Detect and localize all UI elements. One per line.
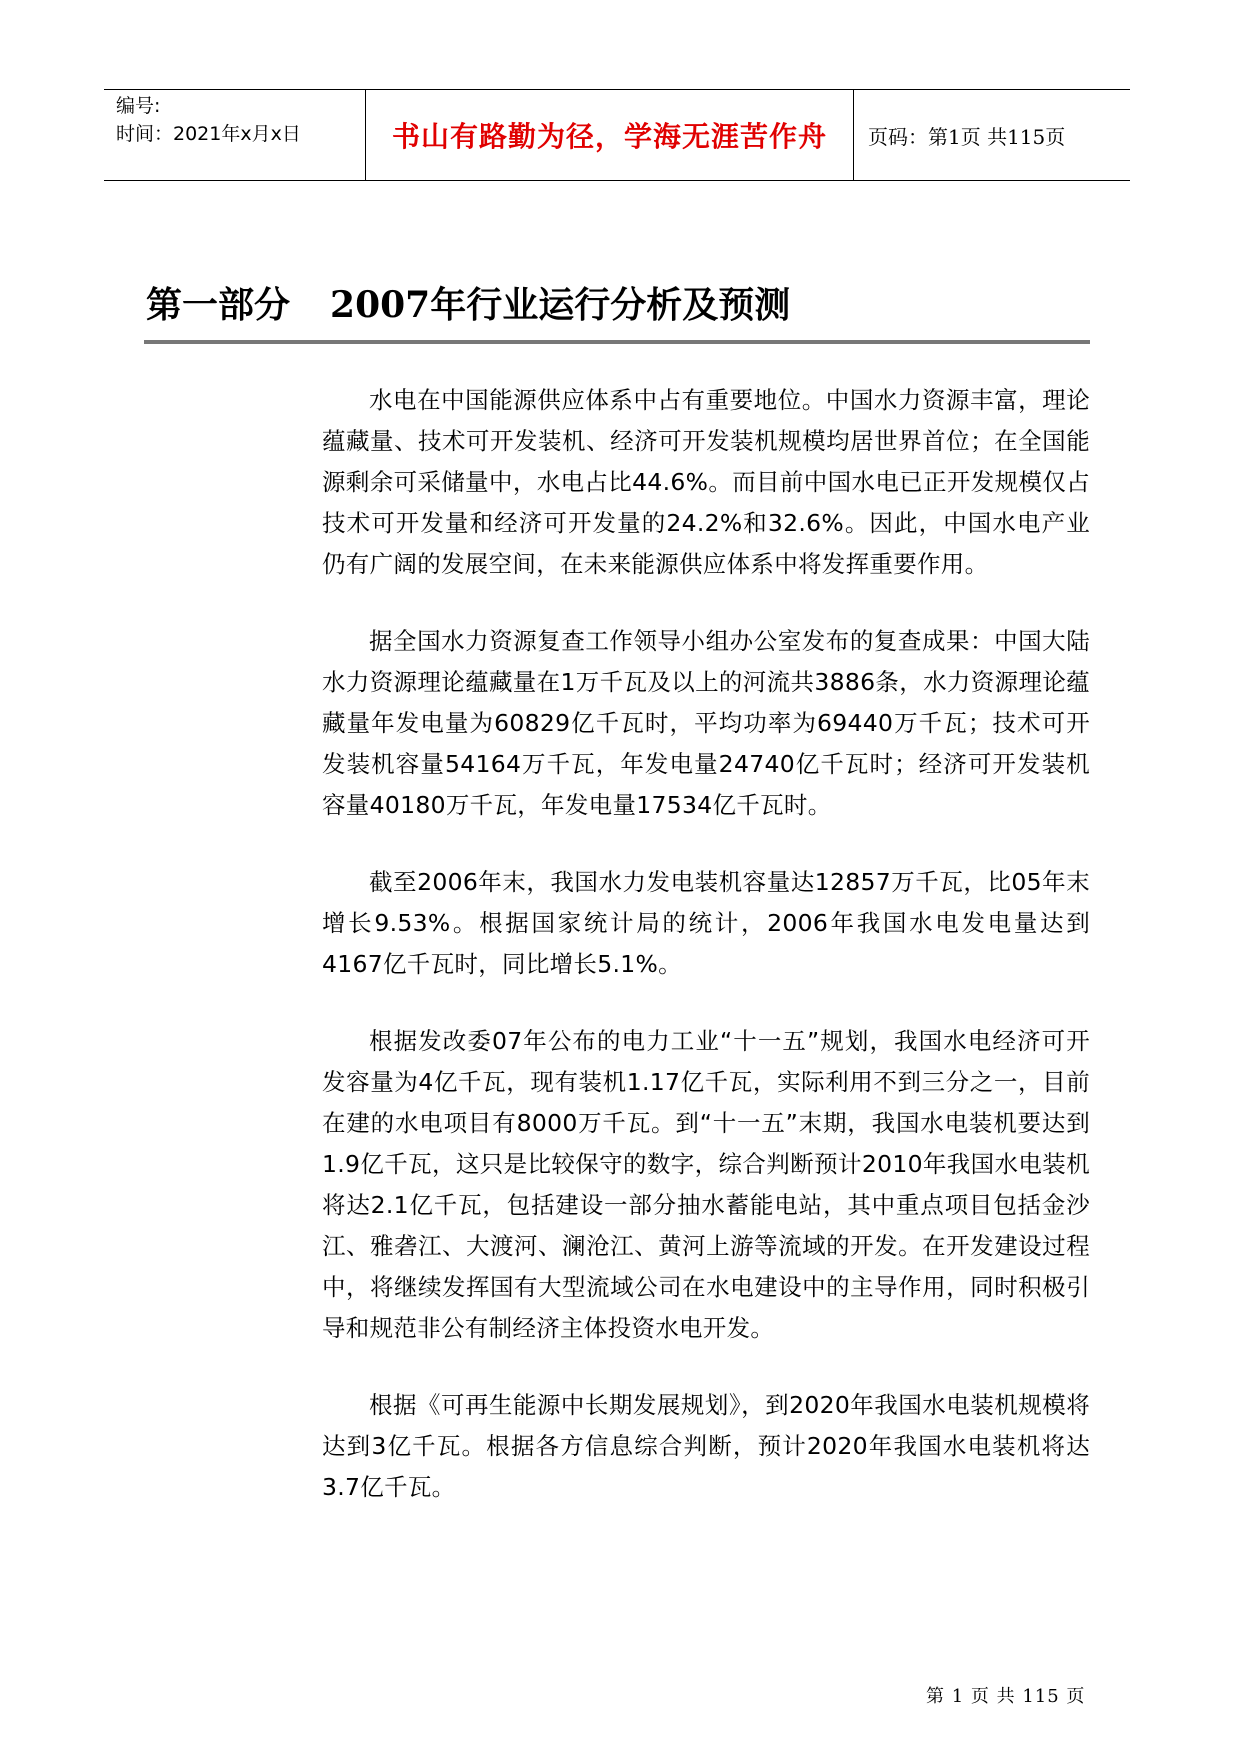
paragraph: 根据发改委07年公布的电力工业“十一五”规划，我国水电经济可开发容量为4亿千瓦，现有装机1.17亿千瓦，实际利用不到三分之一，目前在建的水电项目有8000万千瓦。到“十一五”末期，我国水电装机要达到1.9亿千瓦，这只是比较保守的数字，综合判断预计2010年我国水电装机将达2.1亿千瓦，包括建设一部分抽水蓄能电站，其中重点项目包括金沙江、雅砻江、大渡河、澜沧江、黄河上游等流域的开发。在开发建设过程中，将继续发挥国有大型流域公司在水电建设中的主导作用，同时积极引导和规范非公有制经济主体投资水电开发。	[322, 1027, 1090, 1342]
document-body	[322, 380, 1090, 1544]
section-title	[146, 280, 1086, 331]
time-label: 时间：2021年x月x日	[116, 123, 301, 145]
paragraph: 水电在中国能源供应体系中占有重要地位。中国水力资源丰富，理论蕴藏量、技术可开发装机、经济可开发装机规模均居世界首位；在全国能源剩余可采储量中，水电占比44.6%。而目前中国水电已正开发规模仅占技术可开发量和经济可开发量的24.2%和32.6%。因此，中国水电产业仍有广阔的发展空间，在未来能源供应体系中将发挥重要作用。	[322, 386, 1090, 578]
header-motto: 书山有路勤为径，学海无涯苦作舟	[366, 90, 854, 180]
paragraph: 据全国水力资源复查工作领导小组办公室发布的复查成果：中国大陆水力资源理论蕴藏量在1万千瓦及以上的河流共3886条，水力资源理论蕴藏量年发电量为60829亿千瓦时，平均功率为69440万千瓦；技术可开发装机容量54164万千瓦，年发电量24740亿千瓦时；经济可开发装机容量40180万千瓦，年发电量17534亿千瓦时。	[322, 627, 1090, 819]
footer-page-number: 第 1 页 共 115 页	[926, 1686, 1086, 1707]
paragraph: 根据《可再生能源中长期发展规划》，到2020年我国水电装机规模将达到3亿千瓦。根据各方信息综合判断，预计2020年我国水电装机将达3.7亿千瓦。	[322, 1391, 1090, 1501]
section-title-text: 2007年行业运行分析及预测	[330, 284, 791, 326]
header-page-info: 页码：第1页 共115页	[868, 124, 1066, 149]
title-underline	[144, 340, 1090, 344]
page-header	[104, 89, 1130, 181]
serial-label: 编号:	[116, 95, 161, 117]
section-part: 第一部分	[146, 285, 291, 326]
paragraph: 截至2006年末，我国水力发电装机容量达12857万千瓦，比05年末增长9.53%。根据国家统计局的统计，2006年我国水电发电量达到4167亿千瓦时，同比增长5.1%。	[322, 868, 1090, 978]
header-meta	[104, 90, 366, 180]
